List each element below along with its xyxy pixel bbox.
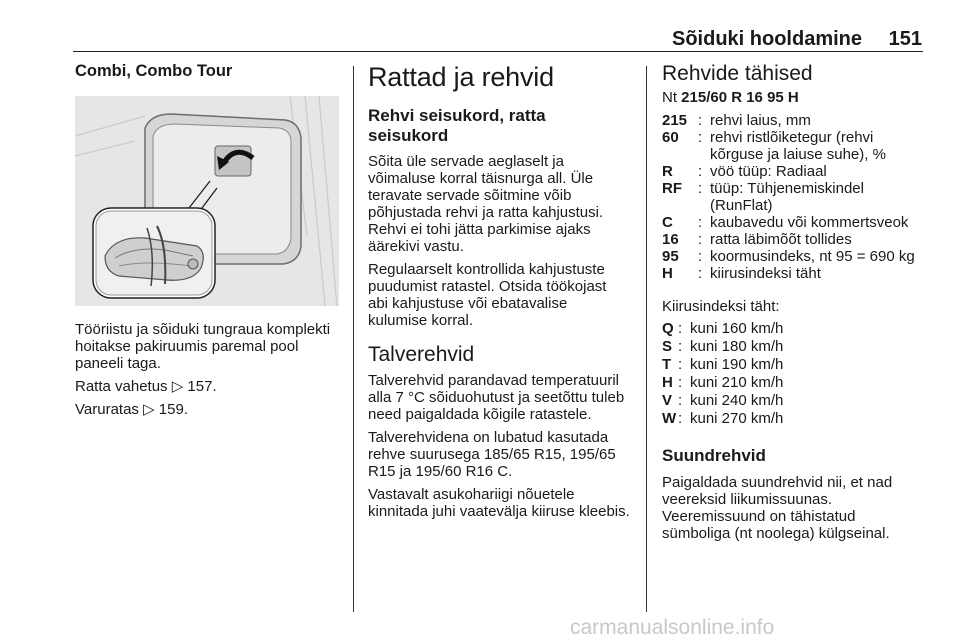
definition-text: ratta läbimõõt tollides xyxy=(710,231,852,248)
paragraph: Talverehvidena on lubatud kasutada rehve suurusega 185/65 R15, 195/65 R15 ja 195/60 R16 C. xyxy=(368,429,616,480)
definition-key: R xyxy=(662,163,673,180)
watermark: carmanualsonline.info xyxy=(570,616,775,639)
separator: : xyxy=(698,265,703,282)
definition-text: kaubavedu või kommertsveok xyxy=(710,214,909,231)
separator: : xyxy=(698,231,703,248)
definition-key: H xyxy=(662,265,673,282)
header-divider xyxy=(73,51,923,52)
definition-key: 95 xyxy=(662,248,679,265)
column-2 xyxy=(368,62,630,520)
designation-list xyxy=(662,112,924,282)
section-heading-tyre-designations: Rehvide tähised xyxy=(662,62,813,85)
speed-key: H xyxy=(662,374,673,391)
section-heading-combi: Combi, Combo Tour xyxy=(75,62,233,80)
separator: : xyxy=(698,248,703,265)
definition-text: koormusindeks, nt 95 = 690 kg xyxy=(710,248,915,265)
page-number: 151 xyxy=(888,28,922,50)
cross-reference-wheel-change: Ratta vahetus ▷ 157. xyxy=(75,378,217,395)
speed-text: kuni 190 km/h xyxy=(690,356,784,373)
paragraph: Vastavalt asukohariigi nõuetele kinnitada juhi vaatevälja kiiruse kleebis. xyxy=(368,486,630,520)
definition-text: rehvi laius, mm xyxy=(710,112,811,129)
separator: : xyxy=(698,214,703,231)
separator: : xyxy=(698,163,703,180)
section-heading-winter-tyres: Talverehvid xyxy=(368,343,475,366)
example-prefix: Nt xyxy=(662,89,682,106)
example-line xyxy=(662,89,924,106)
definition-key: 16 xyxy=(662,231,679,248)
definition-text: tüüp: Tühjenemiskindel (RunFlat) xyxy=(710,180,864,214)
speed-key: Q xyxy=(662,320,674,337)
separator: : xyxy=(678,356,683,373)
definition-key: RF xyxy=(662,180,682,197)
separator: : xyxy=(678,338,683,355)
paragraph: Regulaarselt kontrollida kahjustuste puudumist ratastel. Otsida töökojast abi kahjustuse või ebatavalise kulumise korral. xyxy=(368,261,607,329)
paragraph: Sõita üle servade aeglaselt ja võimaluse korral täisnurga all. Üle teravate servade sõitmine võib põhjustada rehvi ja ratta kahjustusi. Rehvi ei tohi jätta parkimise ajaks äärekivi vastu. xyxy=(368,153,604,255)
definition-text: rehvi ristlõiketegur (rehvi kõrguse ja laiuse suhe), % xyxy=(710,129,886,163)
example-code: 215/60 R 16 95 H xyxy=(681,89,799,106)
speed-text: kuni 180 km/h xyxy=(690,338,784,355)
speed-key: V xyxy=(662,392,673,409)
separator: : xyxy=(678,320,683,337)
definition-text: vöö tüüp: Radiaal xyxy=(710,163,827,180)
column-divider-1 xyxy=(353,66,354,612)
definition-key: C xyxy=(662,214,673,231)
definition-key: 60 xyxy=(662,129,679,146)
subsection-heading: Rehvi seisukord, ratta seisukord xyxy=(368,106,546,145)
separator: : xyxy=(698,112,703,129)
separator: : xyxy=(698,180,703,197)
column-1 xyxy=(75,62,343,81)
cross-reference-spare-wheel: Varuratas ▷ 159. xyxy=(75,401,188,418)
speed-index-list xyxy=(662,320,924,428)
speed-text: kuni 160 km/h xyxy=(690,320,784,337)
separator: : xyxy=(678,392,683,409)
separator: : xyxy=(698,129,703,146)
tool-storage-illustration xyxy=(75,96,339,306)
speed-text: kuni 210 km/h xyxy=(690,374,784,391)
speed-text: kuni 270 km/h xyxy=(690,410,784,427)
speed-key: T xyxy=(662,356,672,373)
separator: : xyxy=(678,374,683,391)
chapter-title: Rattad ja rehvid xyxy=(368,62,554,92)
column-3 xyxy=(662,62,924,542)
definition-key: 215 xyxy=(662,112,688,129)
page-header-title: Sõiduki hooldamine xyxy=(671,28,862,50)
speed-key: S xyxy=(662,338,673,355)
section-heading-directional-tyres: Suundrehvid xyxy=(662,446,766,465)
speed-index-intro: Kiirusindeksi täht: xyxy=(662,298,780,315)
paragraph: Paigaldada suundrehvid nii, et nad veereksid liikumissuunas. Veeremissuund on tähistatud sümboliga (nt noolega) külgseinal. xyxy=(662,474,893,542)
paragraph: Talverehvid parandavad temperatuuril alla 7 °C sõiduohutust ja seetõttu tuleb need paigaldada kõigile ratastele. xyxy=(368,372,625,423)
speed-text: kuni 240 km/h xyxy=(690,392,784,409)
column-divider-2 xyxy=(646,66,647,612)
column-1-text xyxy=(75,321,343,418)
speed-key: W xyxy=(662,410,677,427)
separator: : xyxy=(678,410,683,427)
definition-text: kiirusindeksi täht xyxy=(710,265,821,282)
paragraph: Tööriistu ja sõiduki tungraua komplekti hoitakse pakiruumis paremal pool paneeli taga. xyxy=(75,321,331,372)
